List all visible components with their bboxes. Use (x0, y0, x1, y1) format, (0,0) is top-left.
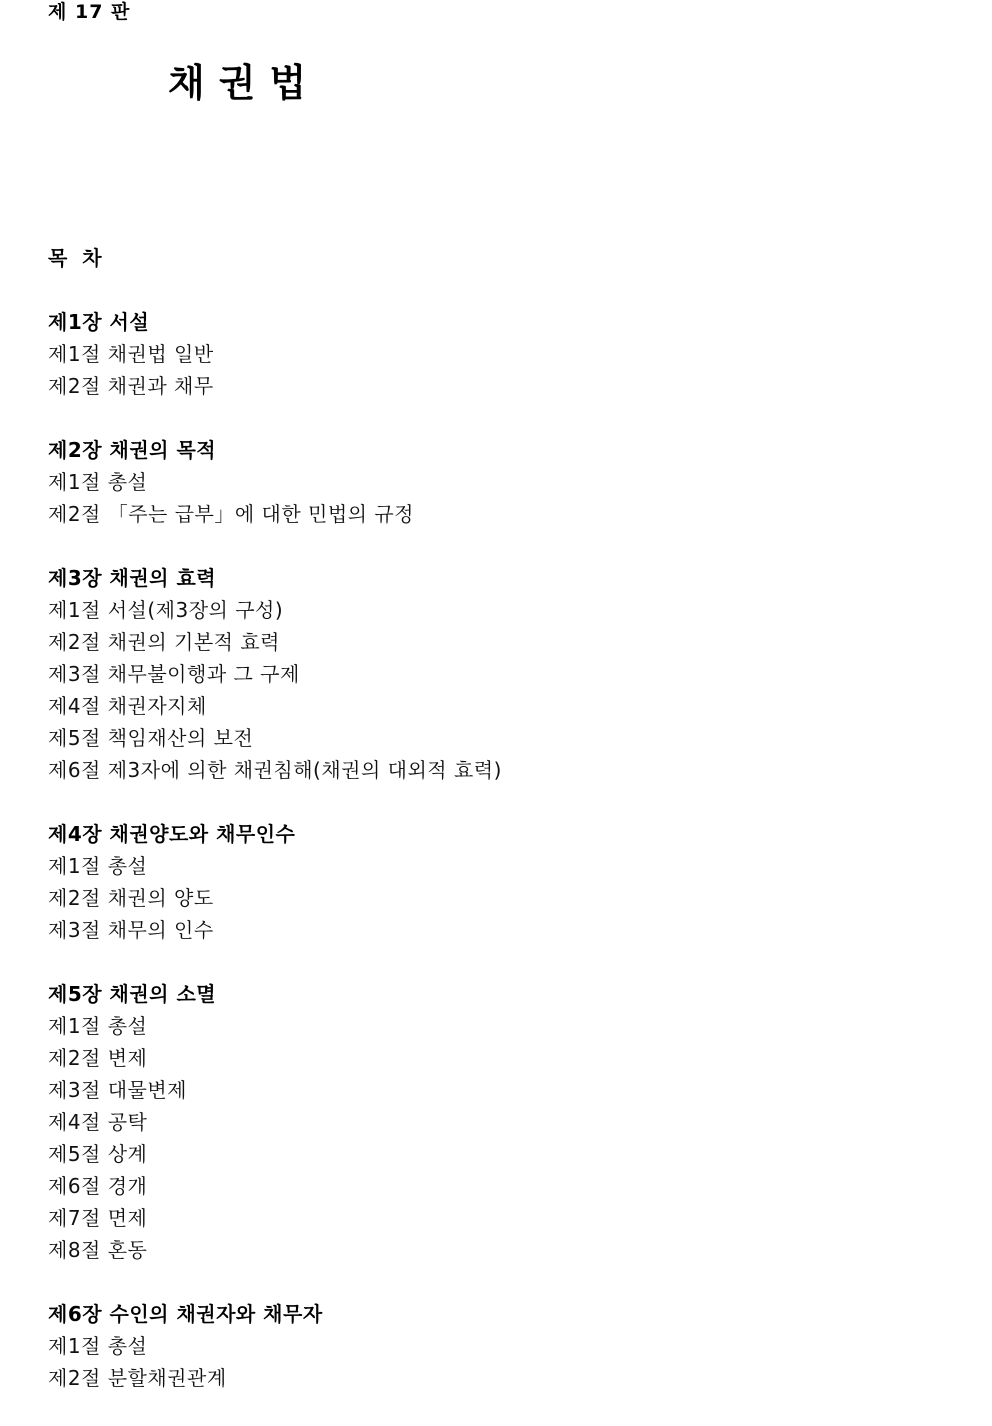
section-item: 제6절 제3자에 의한 채권침해(채권의 대외적 효력) (48, 758, 502, 782)
section-item: 제7절 면제 (48, 1206, 148, 1230)
section-item: 제2절 변제 (48, 1046, 148, 1070)
chapter-4 (48, 818, 948, 946)
section-item: 제5절 책임재산의 보전 (48, 726, 254, 750)
section-item: 제1절 총설 (48, 854, 148, 878)
section-item: 제5절 상계 (48, 1142, 148, 1166)
chapter-2 (48, 434, 948, 530)
edition-label: 제 17 판 (48, 1, 131, 23)
section-item: 제1절 채권법 일반 (48, 342, 214, 366)
document-title: 채권법 (168, 61, 321, 105)
section-item: 제2절 「주는 급부」에 대한 민법의 규정 (48, 502, 414, 526)
section-item: 제1절 서설(제3장의 구성) (48, 598, 284, 622)
chapter-1 (48, 306, 948, 402)
chapter-3 (48, 562, 948, 786)
section-item: 제6절 경개 (48, 1174, 148, 1198)
section-item: 제1절 총설 (48, 1334, 148, 1358)
toc-heading: 목 차 (48, 246, 106, 270)
chapter-title: 제1장 서설 (48, 310, 150, 334)
chapter-title: 제5장 채권의 소멸 (48, 982, 217, 1006)
section-item: 제3절 채무의 인수 (48, 918, 214, 942)
section-item: 제1절 총설 (48, 470, 148, 494)
chapter-title: 제4장 채권양도와 채무인수 (48, 822, 296, 846)
section-item: 제2절 채권의 기본적 효력 (48, 630, 280, 654)
section-item: 제8절 혼동 (48, 1238, 148, 1262)
section-item: 제2절 채권의 양도 (48, 886, 214, 910)
section-item: 제2절 채권과 채무 (48, 374, 214, 398)
chapter-title: 제3장 채권의 효력 (48, 566, 217, 590)
chapter-title: 제6장 수인의 채권자와 채무자 (48, 1302, 323, 1326)
section-item: 제1절 총설 (48, 1014, 148, 1038)
section-item: 제4절 채권자지체 (48, 694, 207, 718)
section-item: 제4절 공탁 (48, 1110, 148, 1134)
chapter-title: 제2장 채권의 목적 (48, 438, 217, 462)
section-item: 제3절 채무불이행과 그 구제 (48, 662, 300, 686)
section-item: 제3절 대물변제 (48, 1078, 188, 1102)
chapter-6 (48, 1298, 948, 1394)
chapter-5 (48, 978, 948, 1266)
section-item: 제2절 분할채권관계 (48, 1366, 227, 1390)
table-of-contents (48, 306, 948, 1426)
